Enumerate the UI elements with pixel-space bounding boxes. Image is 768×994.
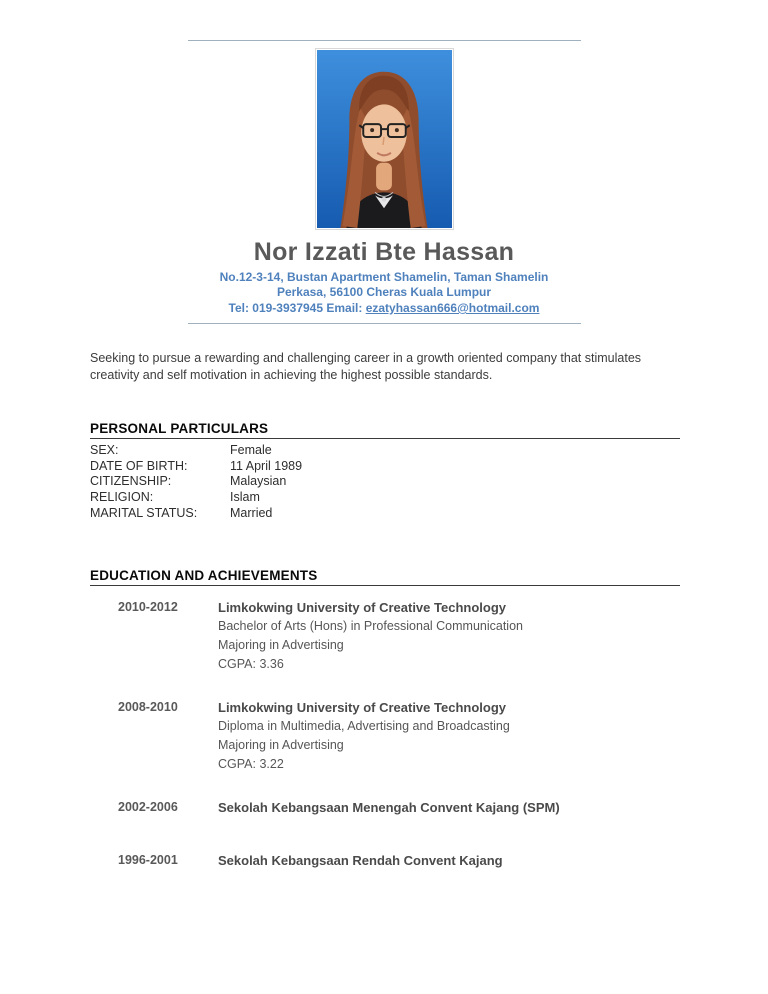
personal-row-marital-status [90,506,680,522]
personal-row-dob [90,459,680,475]
personal-value: Islam [230,490,260,505]
education-period: 2002-2006 [118,799,178,814]
education-period: 2008-2010 [118,699,178,714]
education-major: Majoring in Advertising [218,737,344,752]
header-rule-bottom [188,323,581,324]
education-cgpa: CGPA: 3.22 [218,756,284,771]
personal-label: CITIZENSHIP: [90,474,172,489]
education-details [218,798,680,817]
education-degree: Bachelor of Arts (Hons) in Professional Communication [218,618,523,633]
education-details [218,598,680,674]
education-school: Sekolah Kebangsaan Rendah Convent Kajang [218,852,503,868]
email-link[interactable]: ezatyhassan666@hotmail.com [365,301,540,315]
education-title: EDUCATION AND ACHIEVEMENTS [90,568,680,586]
education-cgpa: CGPA: 3.36 [218,656,284,671]
education-period: 2010-2012 [118,599,178,614]
phone-and-email-label: Tel: 019-3937945 Email: [228,301,366,315]
personal-row-citizenship [90,474,680,490]
candidate-name: Nor Izzati Bte Hassan [253,238,515,266]
personal-value: Married [230,505,273,520]
contact-line [188,301,581,315]
personal-value: 11 April 1989 [230,458,303,473]
education-list [90,598,680,870]
education-school: Sekolah Kebangsaan Menengah Convent Kajang (SPM) [218,799,560,815]
education-entry-1 [90,598,680,674]
personal-label: MARITAL STATUS: [90,505,198,520]
education-school: Limkokwing University of Creative Technology [218,699,506,715]
education-entry-4 [90,851,680,870]
personal-label: SEX: [90,443,119,457]
portrait-illustration [317,50,452,228]
education-school: Limkokwing University of Creative Technology [218,599,506,615]
personal-row-sex [90,443,680,459]
personal-particulars-title: PERSONAL PARTICULARS [90,421,680,439]
section-education [90,568,680,870]
personal-value: Female [230,443,272,457]
personal-row-religion [90,490,680,506]
personal-label: DATE OF BIRTH: [90,458,188,473]
education-entry-3 [90,798,680,817]
education-details [218,698,680,774]
education-entry-2 [90,698,680,774]
resume-header [188,41,581,323]
personal-label: RELIGION: [90,490,154,505]
personal-particulars-rows [90,443,680,522]
profile-photo [315,48,454,230]
education-details [218,851,680,870]
address-line-2: Perkasa, 56100 Cheras Kuala Lumpur [276,285,492,299]
education-major: Majoring in Advertising [218,637,344,652]
address-line-1: No.12-3-14, Bustan Apartment Shamelin, Taman Shamelin [219,270,549,284]
personal-value: Malaysian [230,474,287,489]
education-degree: Diploma in Multimedia, Advertising and Broadcasting [218,718,510,733]
objective-text: Seeking to pursue a rewarding and challenging career in a growth oriented company that stimulates creativity and self motivation in achieving the highest possible standards. [90,351,642,382]
section-personal-particulars [90,421,680,522]
education-period: 1996-2001 [118,852,178,867]
